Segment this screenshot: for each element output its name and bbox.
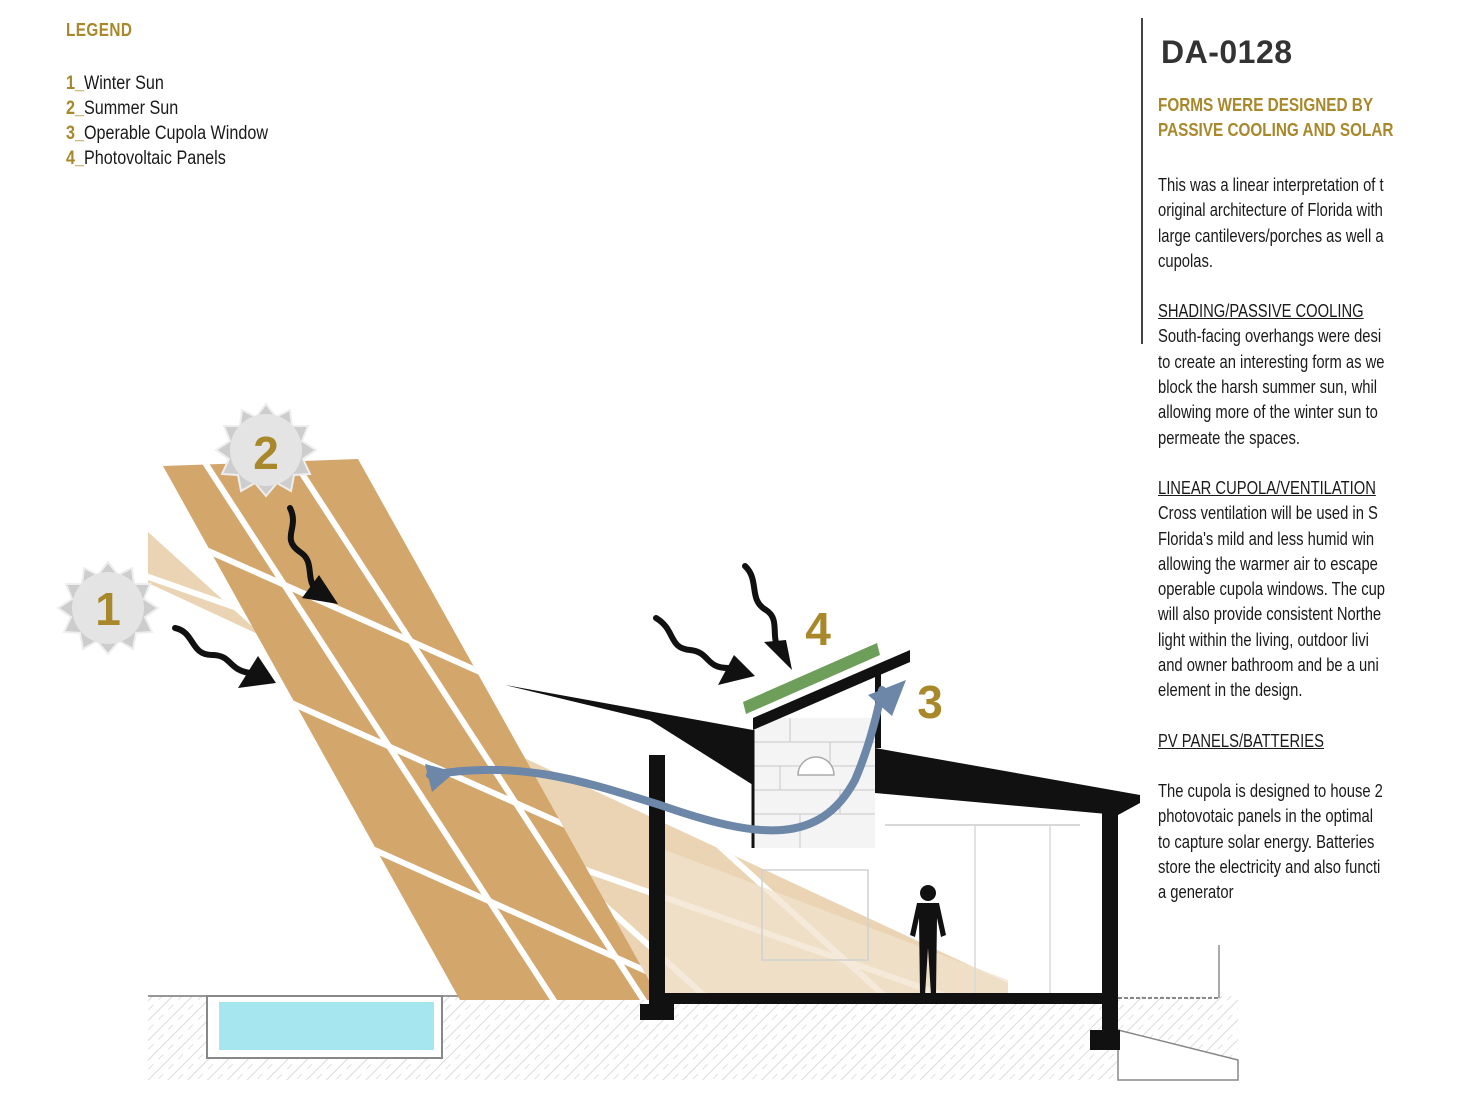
text-line: permeate the spaces. bbox=[1158, 427, 1300, 448]
text-line: element in the design. bbox=[1158, 680, 1303, 701]
legend-number: 3_ bbox=[66, 123, 84, 144]
text-line: allowing more of the winter sun to bbox=[1158, 402, 1378, 423]
text-line: This was a linear interpretation of t bbox=[1158, 175, 1384, 195]
legend-label: Photovoltaic Panels bbox=[83, 148, 226, 169]
text-line: allowing the warmer air to escape bbox=[1158, 553, 1378, 574]
legend-list bbox=[66, 71, 304, 171]
heading-line: FORMS WERE DESIGNED BY bbox=[1158, 95, 1374, 115]
text-line: to create an interesting form as we bbox=[1158, 351, 1385, 372]
south-wall bbox=[649, 755, 665, 1020]
text-line: a generator bbox=[1158, 882, 1234, 903]
text-line: store the electricity and also functi bbox=[1158, 856, 1381, 877]
interior-light-patch bbox=[665, 850, 1008, 998]
summer-sun-callout: 2 bbox=[253, 427, 279, 479]
text-line: original architecture of Florida with bbox=[1158, 200, 1383, 221]
legend-title: LEGEND bbox=[66, 20, 133, 40]
text-line: photovotaic panels in the optimal bbox=[1158, 806, 1373, 827]
text-line: The cupola is designed to house 2 bbox=[1158, 780, 1383, 801]
document-id: DA-0128 bbox=[1161, 34, 1293, 70]
side-panel bbox=[1158, 28, 1408, 905]
legend-label: Winter Sun bbox=[83, 73, 164, 94]
subsection-title: PV PANELS/BATTERIES bbox=[1158, 730, 1324, 751]
text-line: operable cupola windows. The cup bbox=[1158, 579, 1386, 600]
legend-label: Summer Sun bbox=[83, 98, 179, 119]
legend-label: Operable Cupola Window bbox=[83, 123, 269, 144]
cupola-window-callout: 3 bbox=[917, 676, 943, 728]
text-line: Florida's mild and less humid win bbox=[1158, 528, 1375, 549]
legend-number: 2_ bbox=[66, 98, 84, 119]
intro-paragraph bbox=[1158, 173, 1408, 274]
text-line: cupolas. bbox=[1158, 250, 1213, 271]
side-panel-divider bbox=[1141, 18, 1143, 344]
text-line: light within the living, outdoor livi bbox=[1158, 629, 1369, 650]
shading-section bbox=[1158, 299, 1408, 451]
text-line: will also provide consistent Northe bbox=[1158, 604, 1382, 625]
floor-slab bbox=[649, 993, 1118, 1004]
north-roof bbox=[875, 748, 1140, 815]
pool-water bbox=[219, 1002, 434, 1050]
summer-sun-band bbox=[150, 450, 700, 1010]
pv-section bbox=[1158, 729, 1408, 906]
heading-line: PASSIVE COOLING AND SOLAR bbox=[1158, 120, 1394, 140]
text-line: Cross ventilation will be used in S bbox=[1158, 503, 1378, 524]
text-line: South-facing overhangs were desi bbox=[1158, 326, 1382, 347]
pv-panels-callout: 4 bbox=[805, 603, 831, 655]
section-heading bbox=[1158, 93, 1408, 143]
text-line: block the harsh summer sun, whil bbox=[1158, 377, 1378, 398]
subsection-title: SHADING/PASSIVE COOLING bbox=[1158, 301, 1364, 322]
legend-item bbox=[66, 71, 268, 96]
winter-sun-callout: 1 bbox=[95, 583, 121, 635]
legend-number: 1_ bbox=[66, 73, 84, 94]
text-line: and owner bathroom and be a uni bbox=[1158, 655, 1379, 676]
text-line: large cantilevers/porches as well a bbox=[1158, 225, 1384, 246]
subsection-title: LINEAR CUPOLA/VENTILATION bbox=[1158, 477, 1376, 498]
legend-number: 4_ bbox=[66, 148, 84, 169]
legend-item bbox=[66, 146, 268, 171]
legend-item bbox=[66, 121, 268, 146]
ventilation-section bbox=[1158, 476, 1408, 704]
legend-item bbox=[66, 96, 268, 121]
text-line: to capture solar energy. Batteries bbox=[1158, 831, 1375, 852]
